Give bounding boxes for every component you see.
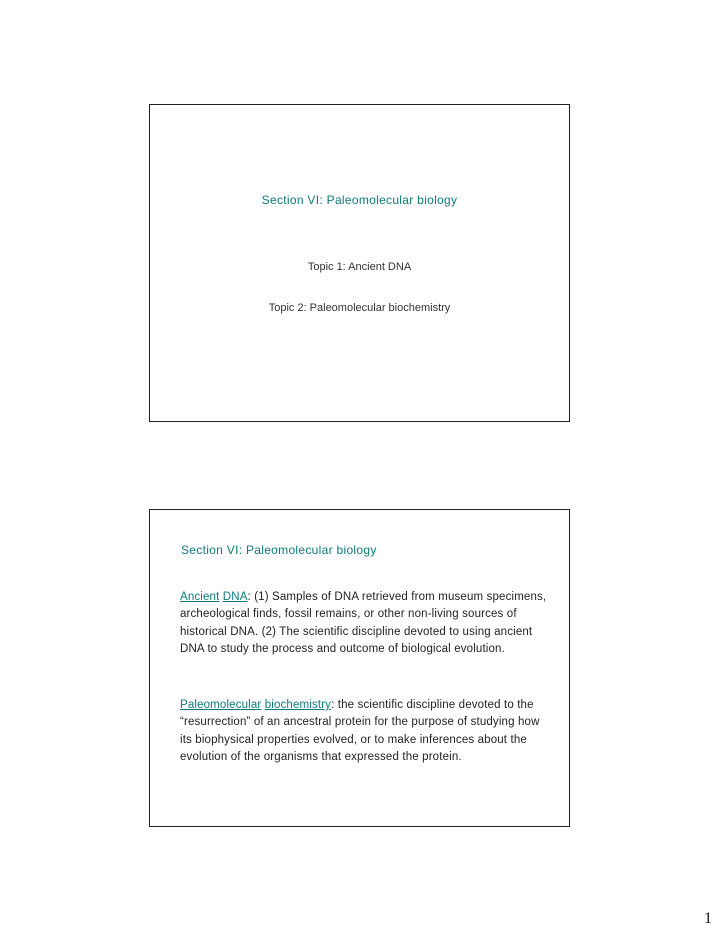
slide-2-section-title: Section VI: Paleomolecular biology (181, 543, 377, 557)
definition-ancient-dna-text: : (1) Samples of DNA retrieved from museum specimens, archeological finds, fossil remains, or other non-living sources of historical DNA. (2) The scientific discipline devoted to using ancient DNA to study the process and outcome of biological evolution. (180, 591, 547, 656)
slide-1 (149, 104, 570, 422)
term-paleomolecular: Paleomolecular (180, 699, 262, 711)
term-ancient: Ancient (180, 591, 220, 603)
slide-1-section-title: Section VI: Paleomolecular biology (261, 193, 458, 207)
definition-ancient-dna (180, 589, 550, 659)
term-biochemistry: biochemistry (264, 699, 332, 711)
page-number: 1 (704, 910, 712, 927)
definition-paleomolecular-biochemistry-text: : the scientific discipline devoted to the “resurrection” of an ancestral protein for the purpose of studying how its biophysical properties evolved, or to make inferences about the evolution of the organisms that expressed the protein. (180, 699, 540, 764)
definition-paleomolecular-biochemistry (180, 697, 550, 767)
topic-1: Topic 1: Ancient DNA (307, 261, 412, 273)
slide-2 (149, 509, 570, 827)
topic-2: Topic 2: Paleomolecular biochemistry (268, 302, 451, 314)
term-dna: DNA (222, 591, 248, 603)
